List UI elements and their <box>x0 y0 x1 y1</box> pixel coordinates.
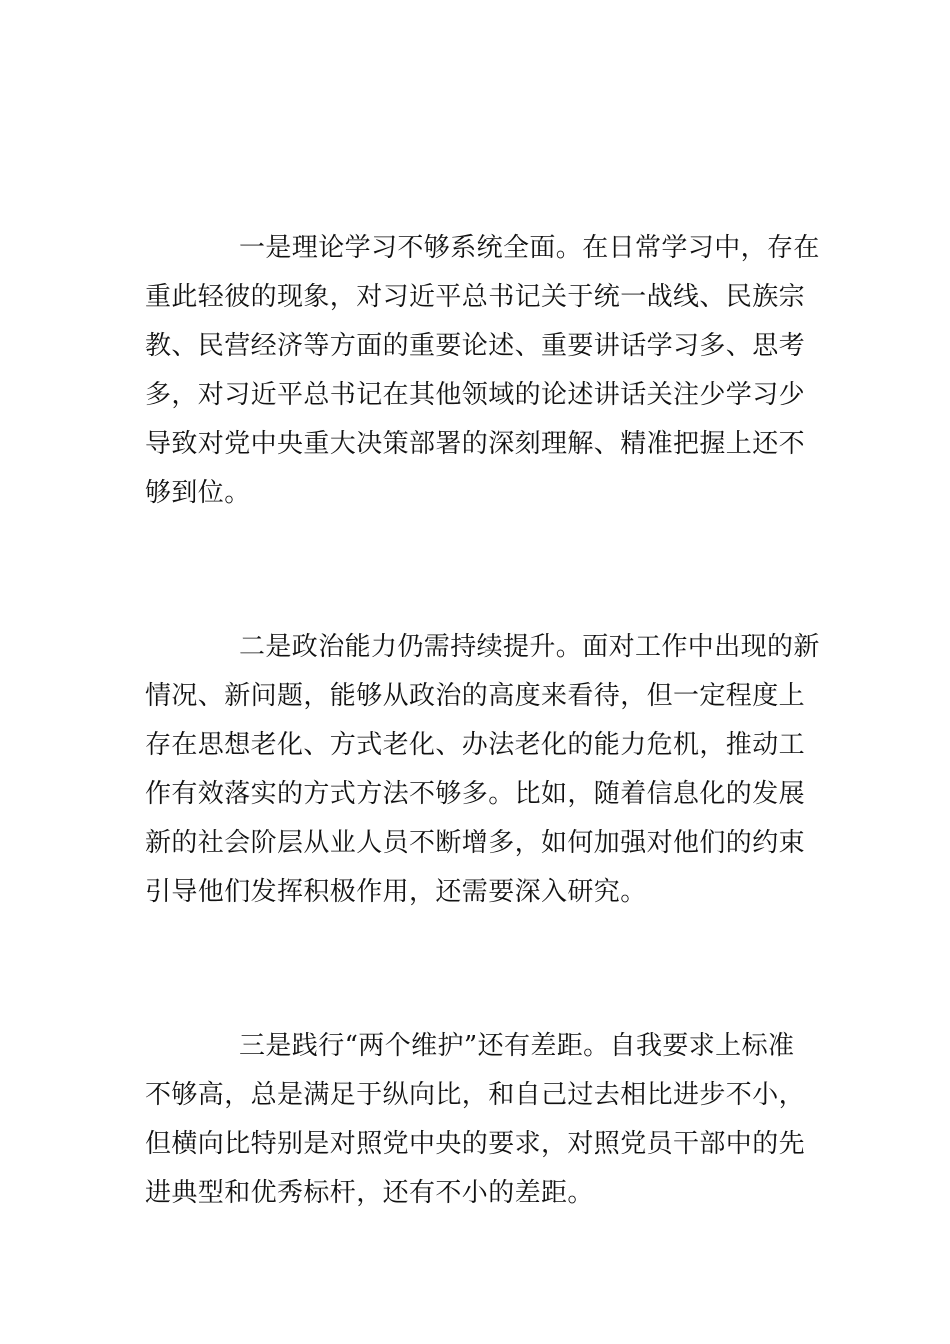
paragraph-line: 多，对习近平总书记在其他领域的论述讲话关注少学习少 <box>145 380 806 410</box>
paragraph-two-safeguards <box>145 1022 811 1218</box>
paragraph-line: 二是政治能力仍需持续提升。面对工作中出现的新 <box>239 632 820 662</box>
paragraph-line: 教、民营经济等方面的重要论述、重要讲话学习多、思考 <box>145 331 806 361</box>
paragraph-line: 情况、新问题，能够从政治的高度来看待，但一定程度上 <box>145 681 806 711</box>
paragraph-line: 作有效落实的方式方法不够多。比如，随着信息化的发展 <box>145 779 806 809</box>
paragraph-theory-study <box>145 224 820 518</box>
paragraph-line: 但横向比特别是对照党中央的要求，对照党员干部中的先 <box>145 1129 806 1159</box>
paragraph-line: 存在思想老化、方式老化、办法老化的能力危机，推动工 <box>145 730 806 760</box>
paragraph-line: 三是践行“两个维护”还有差距。自我要求上标准 <box>239 1031 795 1061</box>
paragraph-line: 引导他们发挥积极作用，还需要深入研究。 <box>145 877 647 907</box>
paragraph-line: 新的社会阶层从业人员不断增多，如何加强对他们的约束 <box>145 828 806 858</box>
paragraph-line: 重此轻彼的现象，对习近平总书记关于统一战线、民族宗 <box>145 282 806 312</box>
paragraph-line: 够到位。 <box>145 478 251 508</box>
paragraph-line: 一是理论学习不够系统全面。在日常学习中，存在 <box>239 233 820 263</box>
paragraph-line: 进典型和优秀标杆，还有不小的差距。 <box>145 1178 594 1208</box>
paragraph-line: 不够高，总是满足于纵向比，和自己过去相比进步不小， <box>145 1080 806 1110</box>
paragraph-line: 导致对党中央重大决策部署的深刻理解、精准把握上还不 <box>145 429 806 459</box>
paragraph-political-ability <box>145 623 820 917</box>
